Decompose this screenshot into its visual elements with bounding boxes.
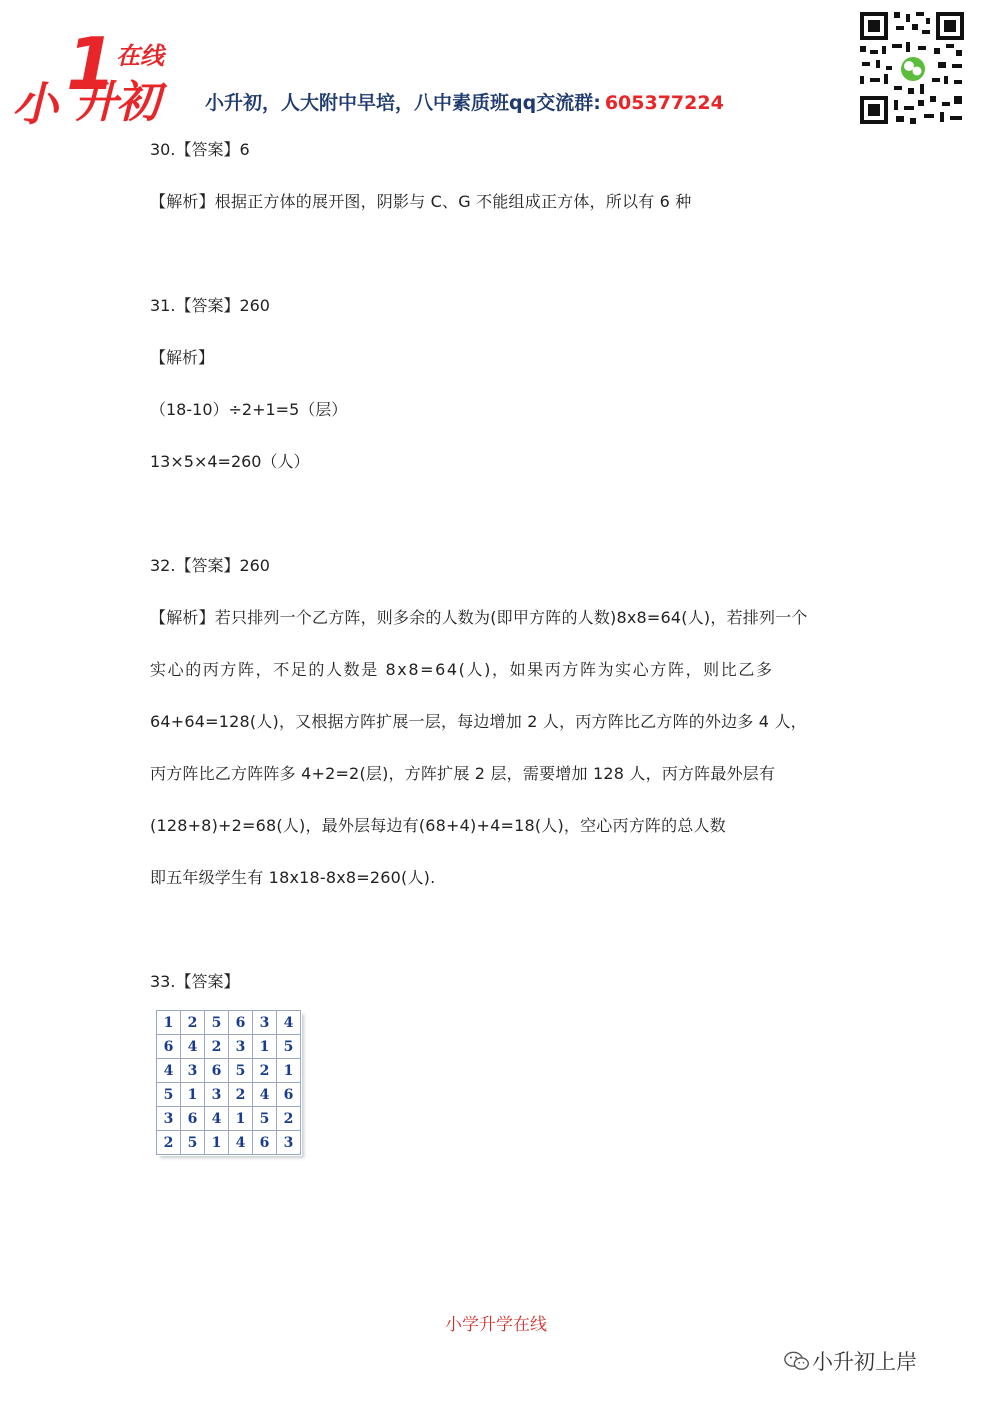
q32-analysis-line: 丙方阵比乙方阵阵多 4+2=2(层)，方阵扩展 2 层，需要增加 128 人，丙方阵最外层有 (150, 764, 776, 783)
logo-one-text: 1 (66, 22, 117, 106)
q32-analysis-line: 64+64=128(人)，又根据方阵扩展一层，每边增加 2 人，丙方阵比乙方阵的外边多 4 人， (150, 712, 807, 731)
q32-analysis-line: 实心的丙方阵，不足的人数是 8x8=64(人)，如果丙方阵为实心方阵，则比乙多 (150, 660, 774, 679)
grid-cell: 4 (277, 1011, 301, 1035)
q30-analysis: 【解析】根据正方体的展开图，阴影与 C、G 不能组成正方体，所以有 6 种 (150, 192, 692, 211)
q31-step2: 13×5×4=260（人） (150, 452, 310, 471)
grid-cell: 2 (157, 1131, 181, 1155)
grid-cell: 4 (181, 1035, 205, 1059)
q33-answer: 33.【答案】 (150, 972, 240, 991)
logo-shengchu-text: 升初 (74, 77, 158, 128)
footer-site-name: 小学升学在线 (445, 1315, 547, 1335)
grid-cell: 2 (205, 1035, 229, 1059)
grid-row (157, 1107, 301, 1131)
grid-cell: 5 (229, 1059, 253, 1083)
grid-cell: 3 (253, 1011, 277, 1035)
grid-cell: 1 (157, 1011, 181, 1035)
slogan-text: 小升初，人大附中早培，八中素质班qq交流群: (205, 92, 601, 114)
grid-cell: 2 (277, 1107, 301, 1131)
grid-cell: 3 (181, 1059, 205, 1083)
grid-row (157, 1059, 301, 1083)
grid-cell: 4 (229, 1131, 253, 1155)
qq-number: 605377224 (604, 92, 724, 114)
grid-cell: 2 (181, 1011, 205, 1035)
grid-cell: 5 (181, 1131, 205, 1155)
grid-cell: 1 (253, 1035, 277, 1059)
grid-cell: 3 (229, 1035, 253, 1059)
wechat-account-name: 小升初上岸 (812, 1350, 917, 1374)
grid-cell: 6 (277, 1083, 301, 1107)
q32-analysis-line: 即五年级学生有 18x18-8x8=260(人). (150, 868, 436, 887)
logo-zaixian-text: 在线 (116, 42, 164, 70)
grid-cell: 6 (229, 1011, 253, 1035)
grid-cell: 1 (229, 1107, 253, 1131)
grid-cell: 6 (205, 1059, 229, 1083)
grid-cell: 5 (277, 1035, 301, 1059)
grid-cell: 4 (253, 1083, 277, 1107)
q32-answer: 32.【答案】260 (150, 556, 270, 575)
qr-code-icon (856, 8, 968, 128)
header-slogan (205, 88, 724, 115)
grid-cell: 5 (253, 1107, 277, 1131)
grid-cell: 5 (205, 1011, 229, 1035)
q30-answer: 30.【答案】6 (150, 140, 250, 159)
grid-row (157, 1011, 301, 1035)
grid-cell: 1 (181, 1083, 205, 1107)
grid-cell: 6 (253, 1131, 277, 1155)
grid-row (157, 1083, 301, 1107)
grid-row (157, 1035, 301, 1059)
q32-analysis-line: (128+8)+2=68(人)，最外层每边有(68+4)+4=18(人)，空心丙方阵的总人数 (150, 816, 726, 835)
grid-cell: 2 (229, 1083, 253, 1107)
grid-cell: 5 (157, 1083, 181, 1107)
grid-cell: 3 (205, 1083, 229, 1107)
q32-analysis-line: 【解析】若只排列一个乙方阵，则多余的人数为(即甲方阵的人数)8x8=64(人)，若排列一个 (150, 608, 808, 627)
grid-cell: 1 (205, 1131, 229, 1155)
grid-cell: 4 (157, 1059, 181, 1083)
grid-cell: 6 (181, 1107, 205, 1131)
q31-answer: 31.【答案】260 (150, 296, 270, 315)
grid-cell: 2 (253, 1059, 277, 1083)
wechat-icon (784, 1350, 810, 1372)
answer-grid (156, 1010, 301, 1155)
grid-cell: 4 (205, 1107, 229, 1131)
grid-cell: 3 (277, 1131, 301, 1155)
q31-step1: （18-10）÷2+1=5（层） (150, 400, 348, 419)
logo-xiao-text: 小 (12, 77, 54, 131)
grid-cell: 1 (277, 1059, 301, 1083)
grid-cell: 6 (157, 1035, 181, 1059)
grid-cell: 3 (157, 1107, 181, 1131)
grid-row (157, 1131, 301, 1155)
brand-logo (8, 22, 178, 131)
q31-analysis-label: 【解析】 (150, 348, 215, 367)
